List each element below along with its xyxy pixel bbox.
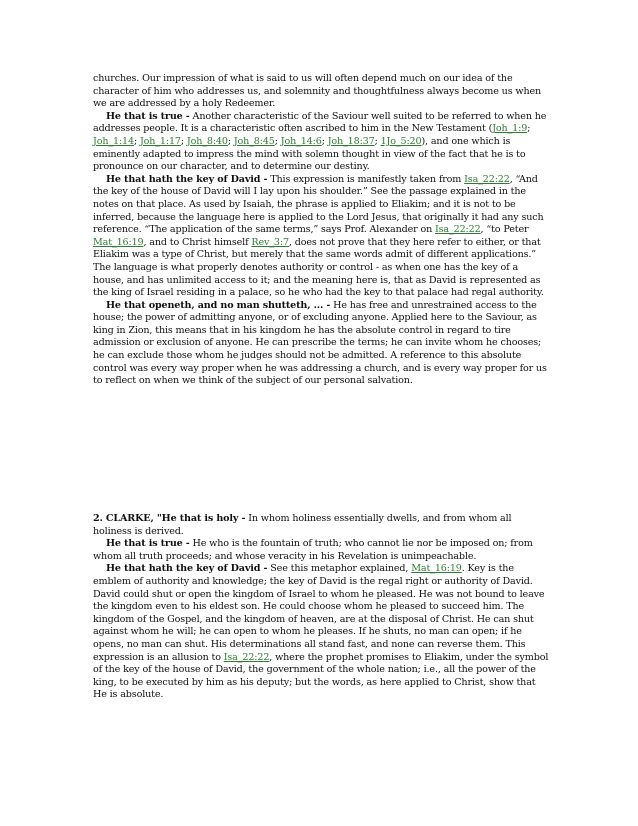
paragraph-churches: churches. Our impression of what is said to us will often depend much on our idea of the character of him who addresses us, and solemnity and thoughtfulness always become us when we are addressed by a holy Redeemer. [93,73,542,110]
paragraph-text: This expression is manifestly taken from [267,173,465,185]
paragraph-text: , “to Peter [480,224,529,236]
paragraph-clarke-holy [93,513,551,538]
ref-separator: ; [133,135,140,147]
paragraph-text: , does not prove that they here refer to either, or that Eliakim was a type of Christ, but merely that the same words admit of different applications.” The language is what properly denotes authority or control - as when one has the key of a house, and has unlimited access to it; and the meaning here is, that as David is represented as the king of Israel residing in a palace, so he who had the key to that palace had regal authority. [93,236,544,299]
ref-separator: ; [274,135,281,147]
paragraph-text: ), and one which is eminently adapted to impress the mind with solemn thought in view of the fact that he is to pronounce on our character, and to determine our destiny. [93,135,526,173]
paragraph-he-that-is-true [93,111,551,174]
paragraph-clarke-true [93,538,551,563]
paragraph-text: . Key is the emblem of authority and knowledge; the key of David is the regal right or authority of David. David could shut or open the kingdom of Israel to whom he pleased. He was not bound to leave the kingdom even to his eldest son. He could choose whom he pleased to succeed him. The kingdom of the Gospel, and the kingdom of heaven, are at the disposal of Christ. He can shut against whom he will; he can open to whom he pleases. If he shuts, no man can open; if he opens, no man can shut. His determinations all stand fast, and none can reverse them. This expression is an allusion to [93,563,545,663]
ref-separator: ; [180,135,187,147]
paragraph-text: , and to Christ himself [143,236,252,248]
paragraph-text: Another characteristic of the Saviour well suited to be referred to when he addresses people. It is a characteristic often ascribed to him in the New Testament ( [93,110,547,135]
scripture-link-joh-8-40[interactable]: Joh_8:40 [186,135,228,147]
lead-clarke-true: He that is true - [106,538,190,550]
paragraph-text: He has free and unrestrained access to the house; the power of admitting anyone, or of excluding anyone. Applied here to the Saviour, as king in Zion, this means that in his kingdom he has the absolute control in regard to tire admission or exclusion of anyone. He can prescribe the terms; he can invite whom he chooses; he can exclude those whom he judges should not be admitted. A reference to this absolute control was every way proper when he was addressing a church, and is every way proper for us to reflect on when we think of the subject of our personal salvation. [93,299,547,387]
paragraph-clarke-key [93,563,551,702]
paragraph-text: In whom holiness essentially dwells, and from whom all holiness is derived. [93,513,512,537]
lead-key-of-david: He that hath the key of David - [106,173,268,185]
scripture-link-joh-1-17[interactable]: Joh_1:17 [139,135,181,147]
lead-clarke-key: He that hath the key of David - [106,563,268,575]
scripture-link-isa-22-22[interactable]: Isa_22:22 [464,173,510,185]
ref-separator: ; [374,135,381,147]
lead-he-that-is-true: He that is true - [106,110,190,122]
scripture-link-joh-8-45[interactable]: Joh_8:45 [233,135,275,147]
paragraph-key-of-david [93,174,551,300]
paragraph-text: See this metaphor explained, [267,563,412,575]
paragraph-openeth [93,300,551,388]
lead-clarke-holy: 2. CLARKE, "He that is holy - [93,513,246,524]
paragraph-text: , where the prophet promises to Eliakim, under the symbol of the key of the house of David, the government of the whole nation; i.e., all the power of the king, to be executed by him as his deputy; but the words, as here applied to Christ, show that He is absolute. [93,651,549,701]
scripture-link-isa-22-22[interactable]: Isa_22:22 [223,651,270,663]
commentary-section-clarke [93,513,551,702]
ref-separator: ; [527,123,531,135]
commentary-section-barnes [93,73,551,388]
scripture-link-joh-1-14[interactable]: Joh_1:14 [93,135,134,147]
lead-openeth: He that openeth, and no man shutteth, ... - [106,299,331,311]
scripture-link-isa-22-22[interactable]: Isa_22:22 [435,224,481,236]
paragraph-text: , “And the key of the house of David will I lay upon his shoulder.” See the passage explained in the notes on that place. As used by Isaiah, the phrase is applied to Eliakim; and it is not to be inferred, because the language here is applied to the Lord Jesus, that originally it had any such reference. “The application of the same terms,” says Prof. Alexander on [93,173,544,236]
ref-separator: ; [227,135,234,147]
paragraph-text: He who is the fountain of truth; who cannot lie nor be imposed on; from whom all truth proceeds; and whose veracity in his Revelation is unimpeachable. [93,538,533,562]
scripture-link-joh-14-6[interactable]: Joh_14:6 [280,135,322,147]
scripture-link-joh-1-9[interactable]: Joh_1:9 [492,123,528,135]
scripture-link-joh-18-37[interactable]: Joh_18:37 [327,135,375,147]
scripture-link-mat-16-19[interactable]: Mat_16:19 [93,236,144,248]
scripture-link-rev-3-7[interactable]: Rev_3:7 [251,236,289,248]
scripture-link-1jo-5-20[interactable]: 1Jo_5:20 [380,135,422,147]
ref-separator: ; [321,135,328,147]
scripture-link-mat-16-19[interactable]: Mat_16:19 [411,563,462,575]
